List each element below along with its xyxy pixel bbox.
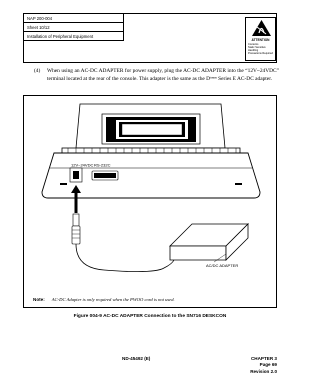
deskcon-diagram [24, 96, 278, 296]
attention-label: ATTENTION [251, 38, 270, 42]
attention-badge [245, 17, 276, 61]
figure-caption: Figure 004-9 AC-DC ADAPTER Connection to the SN716 DESKCON [73, 314, 227, 319]
adapter-label: AC/DC ADAPTER [206, 263, 239, 268]
attention-line: Handling [248, 49, 259, 53]
port-label-dc: 12V~24VDC [71, 162, 94, 168]
figure-box [23, 95, 277, 308]
note-text: AC-DC Adapter is only required when the PWOO cord is not used. [51, 297, 175, 302]
adapter-cable [76, 244, 174, 272]
footer-doc-id: ND-45492 (E) [122, 356, 151, 361]
doc-number: NAP 200-004 [24, 14, 124, 23]
step-number: (4) [34, 68, 41, 74]
note [33, 297, 273, 303]
port-label-rs232c: RS-232C [94, 162, 111, 168]
attention-line: Contents [248, 43, 259, 46]
deskcon-console [42, 104, 260, 198]
header-box [23, 13, 277, 63]
note-label: Note: [33, 297, 45, 302]
static-warning-icon [246, 18, 277, 38]
sheet-number: Sheet 10/12 [24, 23, 124, 32]
footer-revision: Revision 2.0 [250, 368, 277, 374]
step-text: When using an AC-DC ADAPTER for power supply, plug the AC-DC ADAPTER into the “12V~24VDC” terminal located at the rear of the console. This adapter is the same as the Dᵗᵉⁿᵐ Series E AC-DC adapter. [47, 68, 279, 82]
footer-page: Page 69 [259, 362, 277, 368]
attention-line: Static Sensitive [248, 46, 266, 50]
dc-plug [72, 214, 80, 244]
attention-description [248, 43, 276, 55]
footer-chapter: CHAPTER 3 [250, 356, 277, 361]
ac-dc-adapter [170, 224, 248, 262]
section-title: Installation of Peripheral Equipment [24, 32, 124, 41]
footer-page-info [250, 356, 277, 375]
attention-line: Precautions Required [248, 52, 273, 56]
